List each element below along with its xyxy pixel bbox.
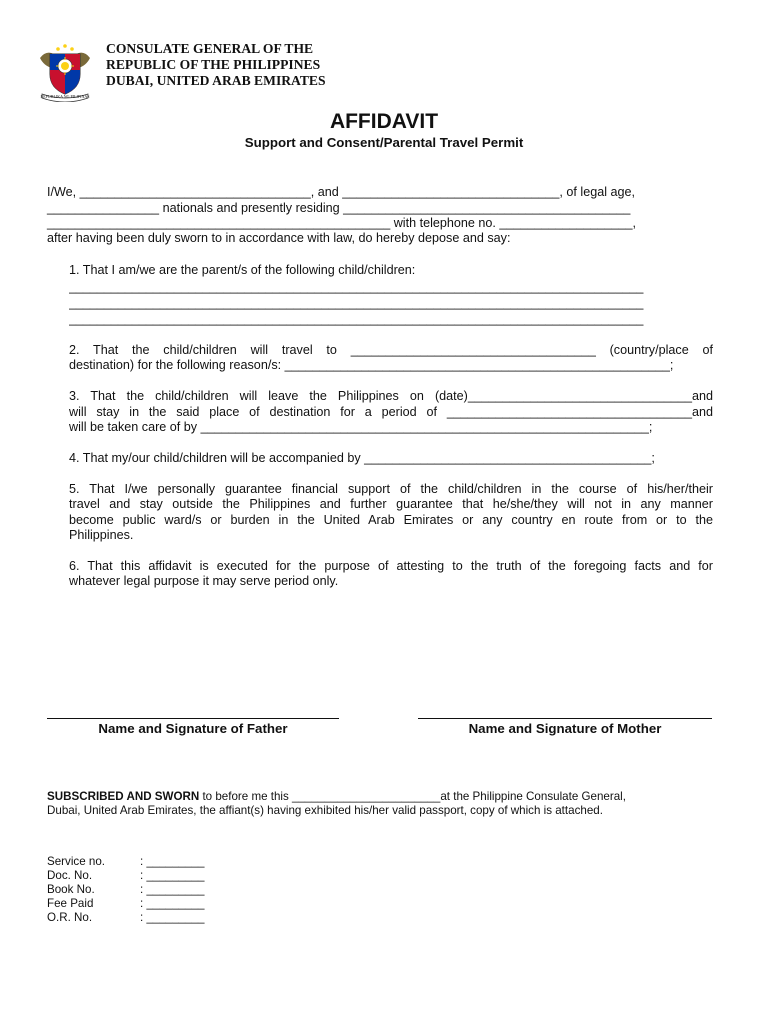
intro-line-3: _________________________________________________ with telephone no. ___________________, [47,216,636,230]
item-6-line-1: 6. That this affidavit is executed for the purpose of attesting to the truth of the foregoing facts and for [69,559,713,573]
item-1-blank-1: __________________________________________________________________________________ [69,280,644,294]
item-5-line-2: travel and stay outside the Philippines and further guarantee that he/she/they will not in any manner [69,497,713,511]
item-3-line-1: 3. That the child/children will leave the Philippines on (date)________________________________and [69,389,713,403]
intro-line-2: ________________ nationals and presently residing _________________________________________ [47,201,631,215]
seal-scroll-text: REPUBLIKA NG PILIPINAS [40,94,90,99]
item-5-line-1: 5. That I/we personally guarantee financial support of the child/children in the course of his/her/their [69,482,713,496]
registry-value-fee: : _________ [140,897,205,910]
registry-value-or: : _________ [140,911,205,924]
sworn-statement-line-1 [47,789,626,804]
registry-label-service: Service no. [47,855,105,868]
sworn-statement-heading: SUBSCRIBED AND SWORN [47,790,200,803]
item-5-line-4: Philippines. [69,528,134,542]
item-5-line-3: become public ward/s or burden in the United Arab Emirates or any country en route from or to the [69,513,713,527]
registry-value-book: : _________ [140,883,205,896]
document-title: AFFIDAVIT [329,110,439,133]
registry-label-book: Book No. [47,883,95,896]
item-1-text: 1. That I am/we are the parent/s of the following child/children: [69,263,416,277]
registry-label-doc: Doc. No. [47,869,93,882]
father-signature-label: Name and Signature of Father [98,721,288,736]
consulate-header [106,41,326,89]
sworn-statement-text: to before me this _______________________at the Philippine Consulate General, [199,790,626,803]
registry-value-doc: : _________ [140,869,205,882]
registry-value-service: : _________ [140,855,205,868]
document-subtitle: Support and Consent/Parental Travel Permit [244,135,524,150]
header-line-2: REPUBLIC OF THE PHILIPPINES [106,57,321,72]
sworn-statement-line-2: Dubai, United Arab Emirates, the affiant(s) having exhibited his/her valid passport, copy of which is attached. [47,804,603,817]
header-line-1: CONSULATE GENERAL OF THE [106,41,314,56]
philippine-seal-logo [36,40,94,102]
registry-label-fee: Fee Paid [47,897,94,910]
father-signature-line [47,718,339,719]
item-1-blank-3: __________________________________________________________________________________ [69,312,644,326]
registry-label-or: O.R. No. [47,911,93,924]
item-3-line-2: will stay in the said place of destination for a period of ___________________________________and [69,405,713,419]
item-2-line-2: destination) for the following reason/s: _______________________________________________________; [69,358,674,372]
item-4-line-1: 4. That my/our child/children will be accompanied by _________________________________________; [69,451,655,465]
item-1-blank-2: __________________________________________________________________________________ [69,296,644,310]
mother-signature-label: Name and Signature of Mother [468,721,662,736]
item-6-line-2: whatever legal purpose it may serve period only. [69,574,339,588]
mother-signature-line [418,718,712,719]
header-line-3: DUBAI, UNITED ARAB EMIRATES [106,73,326,88]
intro-line-4: after having been duly sworn to in accordance with law, do hereby depose and say: [47,231,511,245]
item-3-line-3: will be taken care of by ________________________________________________________________; [69,420,653,434]
item-2-line-1: 2. That the child/children will travel to ___________________________________ (country/place of [69,343,713,357]
intro-line-1: I/We, _________________________________, and _______________________________, of legal age, [47,185,636,199]
